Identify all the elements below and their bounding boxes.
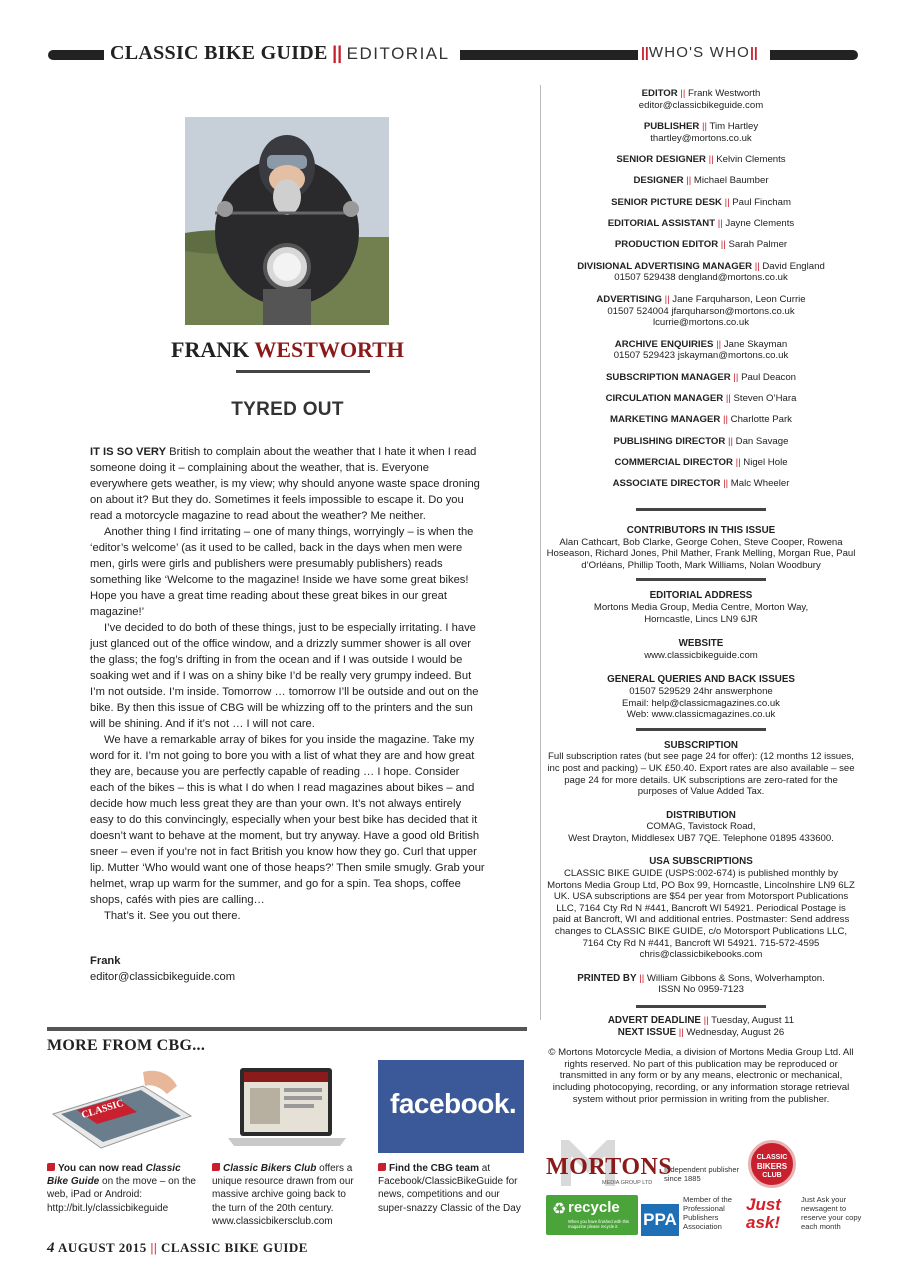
next-sep: || <box>678 1026 684 1038</box>
page-number: 4 <box>47 1240 55 1256</box>
masthead-title <box>110 42 450 65</box>
credit-designer <box>550 175 852 187</box>
mortons-subtext: MEDIA GROUP LTD <box>602 1180 653 1186</box>
promo-club-title: Classic Bikers Club <box>223 1163 317 1174</box>
laptop-illustration <box>222 1064 352 1152</box>
printed-by <box>546 973 856 985</box>
just-ask-logo <box>746 1196 798 1236</box>
credit-subscription-manager <box>550 372 852 384</box>
promo-facebook <box>378 1162 530 1215</box>
author-photo-illustration <box>185 117 389 325</box>
credit-role: SUBSCRIPTION MANAGER <box>606 371 731 383</box>
more-title: MORE FROM CBG... <box>47 1037 206 1054</box>
credit-name: Sarah Palmer <box>728 239 788 251</box>
printed-role: PRINTED BY <box>577 972 637 984</box>
credit-sep: || <box>725 393 731 405</box>
website-url[interactable]: www.classicbikeguide.com <box>644 649 758 661</box>
credit-role: SENIOR PICTURE DESK <box>611 196 722 208</box>
address-title: EDITORIAL ADDRESS <box>649 590 753 602</box>
credit-name: Michael Baumber <box>693 175 769 187</box>
promo-digital-lead: You can now read <box>58 1163 146 1174</box>
distribution-title: DISTRIBUTION <box>666 809 736 821</box>
address-line-1: Mortons Media Group, Media Centre, Morton Way, <box>593 601 809 613</box>
author-photo <box>185 117 389 325</box>
bullet-icon <box>212 1163 220 1171</box>
recycle-logo <box>546 1195 638 1235</box>
credit-sep: || <box>680 88 686 99</box>
credit-editor <box>550 88 852 112</box>
credit-archive <box>550 339 852 363</box>
address-line-2: Horncastle, Lincs LN9 6JR <box>644 613 758 625</box>
tablet-screen-text: CLASSIC <box>80 1097 126 1122</box>
credit-name: Steven O’Hara <box>733 393 797 405</box>
recycle-subtext: When you have finished with this magazine please recycle it. <box>568 1219 629 1229</box>
signature <box>90 953 390 985</box>
credit-sep: || <box>708 154 714 166</box>
usa-title: USA SUBSCRIPTIONS <box>649 856 753 868</box>
author-last-name: WESTWORTH <box>254 337 404 362</box>
credit-name: Jayne Clements <box>725 218 795 230</box>
credit-role: SENIOR DESIGNER <box>616 154 706 166</box>
mortons-note-line-1: Independent publisher <box>664 1165 740 1174</box>
website-title: WEBSITE <box>678 638 724 650</box>
paragraph-3: I’ve decided to do both of these things, just to be especially irritating. I have just glanced out of the office window, and a drizzly summer shower is all over the glass; the fog’s drifting in from the ocean and if I was outside I would be soaking wet and if I was on a shiny bike I’d be really very grumpy indeed. But I’m not outside. I’m inside. Tomorrow … tomorrow I’ll be outside and out on the bike. By then this issue of CBG will be whizzing off to the printers and the sun will be shining. And if it’s not … I will not care. <box>90 622 479 730</box>
queries-title: GENERAL QUERIES AND BACK ISSUES <box>607 674 795 686</box>
credit-role: PUBLISHING DIRECTOR <box>613 435 726 447</box>
advert-deadline <box>546 1015 856 1027</box>
mortons-wordmark: MORTONS <box>546 1154 673 1180</box>
queries-web[interactable]: Web: www.classicmagazines.co.uk <box>626 709 776 721</box>
mortons-logo <box>546 1140 673 1188</box>
page-folio <box>47 1240 308 1257</box>
signature-email[interactable]: editor@classicbikeguide.com <box>90 971 236 983</box>
credit-picture-desk <box>550 197 852 209</box>
credit-sep: || <box>735 456 741 468</box>
signature-name: Frank <box>90 955 121 967</box>
tablet-image <box>47 1064 197 1152</box>
credit-name: Dan Savage <box>735 435 789 447</box>
promo-digital-text: on the move – on the web, iPad or Android: http://bit.ly/classicbikeguide <box>47 1176 196 1214</box>
issn: ISSN No 0959-7123 <box>658 984 744 996</box>
masthead-section: EDITORIAL <box>346 44 450 63</box>
subscription-text: Full subscription rates (but see page 24 for offer): (12 months 12 issues, inc post and packing) – UK £50.40. Export rates are also available – see page 24 for more details. UK subscriptions are zero-rated for the purposes of Value Added Tax. <box>547 751 855 798</box>
printed-sep: || <box>639 972 645 984</box>
whoswho-label <box>641 44 758 62</box>
badge-line-1: CLASSIC <box>756 1154 788 1161</box>
issue-date: AUGUST 2015 <box>58 1240 147 1255</box>
just-ask-wordmark: Just ask! <box>746 1195 781 1232</box>
credit-sep: || <box>727 435 733 447</box>
credit-name: David England <box>762 260 825 272</box>
laptop-image <box>222 1064 352 1152</box>
credit-role: EDITORIAL ASSISTANT <box>607 218 716 230</box>
credit-publishing-director <box>550 436 852 448</box>
column-divider <box>540 85 541 1020</box>
credit-role: PRODUCTION EDITOR <box>614 239 719 251</box>
credit-name: Nigel Hole <box>743 456 788 468</box>
credit-sep: || <box>717 218 723 230</box>
deadline-role: ADVERT DEADLINE <box>607 1015 701 1026</box>
credit-role: COMMERCIAL DIRECTOR <box>614 456 733 468</box>
masthead-brand: CLASSIC BIKE GUIDE <box>110 42 328 64</box>
more-rule <box>47 1027 527 1031</box>
distribution-line-1: COMAG, Tavistock Road, <box>646 821 756 833</box>
credit-name: Charlotte Park <box>730 414 792 426</box>
credit-role: DIVISIONAL ADVERTISING MANAGER <box>577 260 753 272</box>
promo-digital <box>47 1162 197 1215</box>
credit-sep: || <box>701 121 707 133</box>
mortons-note-line-2: since 1885 <box>664 1174 701 1183</box>
whoswho-text: WHO'S WHO <box>648 44 750 61</box>
credit-sep: || <box>723 414 728 426</box>
classic-bikers-club-badge <box>748 1140 796 1188</box>
credit-name: Paul Fincham <box>732 196 791 208</box>
credit-sep: || <box>720 239 726 251</box>
promo-club <box>212 1162 362 1228</box>
whoswho-list <box>550 88 852 500</box>
credit-senior-designer <box>550 154 852 166</box>
promo-facebook-text: at Facebook/ClassicBikeGuide for news, competitions and our super-snazzy Classic of the Day <box>378 1163 521 1214</box>
credit-advertising <box>550 294 852 329</box>
masthead-bar-left <box>48 50 104 60</box>
masthead-separator: || <box>332 43 343 63</box>
promo-facebook-lead: Find the CBG team <box>389 1163 480 1174</box>
credit-contact[interactable]: 01507 524004 jfarquharson@mortons.co.uk <box>607 305 795 317</box>
recycle-icon: ♻ <box>552 1201 567 1218</box>
credit-contact[interactable]: 01507 529423 jskayman@mortons.co.uk <box>613 350 789 362</box>
article-body <box>90 444 486 924</box>
ppa-note: Member of the Professional Publishers Association <box>683 1195 732 1231</box>
author-first-name: FRANK <box>171 337 250 362</box>
credit-contact[interactable]: thartley@mortons.co.uk <box>650 132 752 144</box>
credit-sep: || <box>733 371 739 383</box>
credit-role: ARCHIVE ENQUIRIES <box>614 338 714 350</box>
promo-club-text: offers a unique resource drawn from our massive archive going back to the turn of the 20th century. www.classicbikersclub.com <box>212 1163 354 1227</box>
facebook-image <box>378 1060 524 1153</box>
credit-marketing-manager <box>550 414 852 426</box>
folio-sep: || <box>150 1240 158 1255</box>
paragraph-1-text: British to complain about the weather that I hate it when I read someone doing it – complaining about the weather, that is. Everyone everywhere gets weather, is my view; why should anyone waste space droning on about it? But they do. Sometimes it feels impossible to escape it. Do you read a motorcycle magazine to read about the weather? Me neither. <box>90 446 480 522</box>
contributors-title: CONTRIBUTORS IN THIS ISSUE <box>626 525 776 536</box>
distribution-line-2: West Drayton, Middlesex UB7 7QE. Telephone 01895 433600. <box>568 832 834 844</box>
queries-email[interactable]: Email: help@classicmagazines.co.uk <box>622 697 780 709</box>
bullet-icon <box>47 1163 55 1171</box>
credit-sep: || <box>686 175 692 187</box>
credit-sep: || <box>754 260 760 272</box>
credit-editorial-assistant <box>550 218 852 230</box>
credit-role: ASSOCIATE DIRECTOR <box>612 478 721 490</box>
printed-name: William Gibbons & Sons, Wolverhampton. <box>646 972 825 984</box>
whoswho-sep-right: || <box>750 44 758 60</box>
queries-phone: 01507 529529 24hr answerphone <box>629 685 773 697</box>
article-title: TYRED OUT <box>231 399 344 420</box>
author-name <box>150 337 425 363</box>
facebook-wordmark: facebook. <box>390 1088 517 1119</box>
credit-sep: || <box>664 293 670 305</box>
credit-role: ADVERTISING <box>596 293 662 305</box>
credit-role: DESIGNER <box>633 175 684 187</box>
deadline-value: Tuesday, August 11 <box>711 1015 795 1026</box>
credit-circulation-manager <box>550 393 852 405</box>
credit-role: PUBLISHER <box>643 121 700 133</box>
credit-contact[interactable]: lcurrie@mortons.co.uk <box>652 317 750 329</box>
credit-production-editor <box>550 239 852 251</box>
copyright-text: © Mortons Motorcycle Media, a division of Mortons Media Group Ltd. All rights reserved. No part of this publication may be reproduced or transmitted in any form or by any means, electronic or mechanical, including photocopying, recording, or any information storage retrieval system without prior permission in writing from the publisher. <box>548 1047 854 1105</box>
whoswho-sep-left: || <box>641 44 649 60</box>
subscription-title: SUBSCRIPTION <box>663 739 739 751</box>
next-issue <box>546 1027 856 1039</box>
paragraph-2: Another thing I find irritating – one of many things, worryingly – is when the ‘editor’s welcome’ (as it used to be called, back in the days when men were men, girls were girls and publishers were presumably publishers) reads something like ‘Welcome to the magazine! Inside we have some great bikes! Hope you have a great time reading about these great bikes in our great magazine!’ <box>90 526 474 618</box>
ppa-logo: PPA <box>641 1204 679 1236</box>
credit-name: Malc Wheeler <box>730 478 790 490</box>
credit-role: CIRCULATION MANAGER <box>605 393 724 405</box>
credit-sep: || <box>724 196 730 208</box>
info-column <box>546 508 856 1105</box>
just-ask-note: Just Ask your newsagent to reserve your copy each month <box>801 1195 862 1231</box>
credit-advertising-manager <box>550 261 852 285</box>
credit-associate-director <box>550 478 852 490</box>
folio-brand: CLASSIC BIKE GUIDE <box>160 1240 308 1255</box>
next-value: Wednesday, August 26 <box>686 1026 785 1038</box>
recycle-word: recycle <box>568 1199 620 1216</box>
credit-sep: || <box>723 478 729 490</box>
masthead-bar-right <box>770 50 858 60</box>
credit-sep: || <box>716 338 722 350</box>
usa-text: CLASSIC BIKE GUIDE (USPS:002-674) is published monthly by Mortons Media Group Ltd, PO Box 99, Horncastle, Lincolnshire LN9 6LZ UK. USA subscriptions are $54 per year from Motorsport Publications LLC, 7164 Cty Rd N #441, Bancroft WI 54921. Periodical Postage is paid at Bancroft, WI and additional entries. Postmaster: Send address changes to CLASSIC BIKE GUIDE, c/o Motorsport Publications LLC, 7164 Cty Rd N #441, Bancroft WI 54921. 715-572-4595 chris@classicbikebooks.com <box>547 868 855 961</box>
credit-name: Tim Hartley <box>709 121 759 133</box>
credit-name: Paul Deacon <box>741 371 796 383</box>
credit-name: Jane Skayman <box>723 338 788 350</box>
contributors-text: Alan Cathcart, Bob Clarke, George Cohen, Steve Cooper, Rowena Hoseason, Richard Jones, Phil Mather, Frank Melling, Morgan Rue, Paul d’Orléans, Phillip Tooth, Mark Williams, Nolan Woodbury <box>546 536 856 571</box>
credit-commercial-director <box>550 457 852 469</box>
bullet-icon <box>378 1163 386 1171</box>
credit-name: Kelvin Clements <box>716 154 786 166</box>
paragraph-1 <box>90 444 486 524</box>
deadline-sep: || <box>703 1015 709 1026</box>
masthead-bar-mid <box>460 50 638 60</box>
mortons-note <box>664 1165 742 1183</box>
badge-line-2: BIKERS <box>756 1162 788 1171</box>
badge-line-3: CLUB <box>762 1172 782 1179</box>
credit-contact[interactable]: editor@classicbikeguide.com <box>638 99 764 111</box>
credit-publisher <box>550 121 852 145</box>
next-role: NEXT ISSUE <box>617 1026 677 1038</box>
promo-digital-title: Classic Bike Guide <box>47 1163 181 1188</box>
credit-contact[interactable]: 01507 529438 dengland@mortons.co.uk <box>614 272 788 284</box>
credit-role: EDITOR <box>641 88 678 99</box>
paragraph-4: We have a remarkable array of bikes for you inside the magazine. Take my word for it. I’m not going to bore you with a list of what they are and how great they are, because you are perfectly capable of reading … I hope. Consider each of the bikes – this is what I do when I read magazines about bikes – and decide how much less great they are than your own. It’s not always entirely easy to do this convincingly, especially when your best bike has decided that it doesn’t want to behave at the moment, but try anyway. Have a good old British sneer – even if you’re not in fact British you know how they go. Curl that upper lip. Mutter ‘Who would want one of those heaps?’ Then smile smugly. Grab your helmet, wrap up warm for the summer, and go for a spin. Tea shops, coffee shops, cafés with pies are calling… <box>90 734 485 906</box>
credit-name: Frank Westworth <box>688 88 761 99</box>
paragraph-5: That’s it. See you out there. <box>104 910 241 922</box>
credit-role: MARKETING MANAGER <box>610 414 721 426</box>
author-rule <box>236 370 370 373</box>
lead-in: IT IS SO VERY <box>90 446 167 458</box>
credit-name: Jane Farquharson, Leon Currie <box>672 293 806 305</box>
